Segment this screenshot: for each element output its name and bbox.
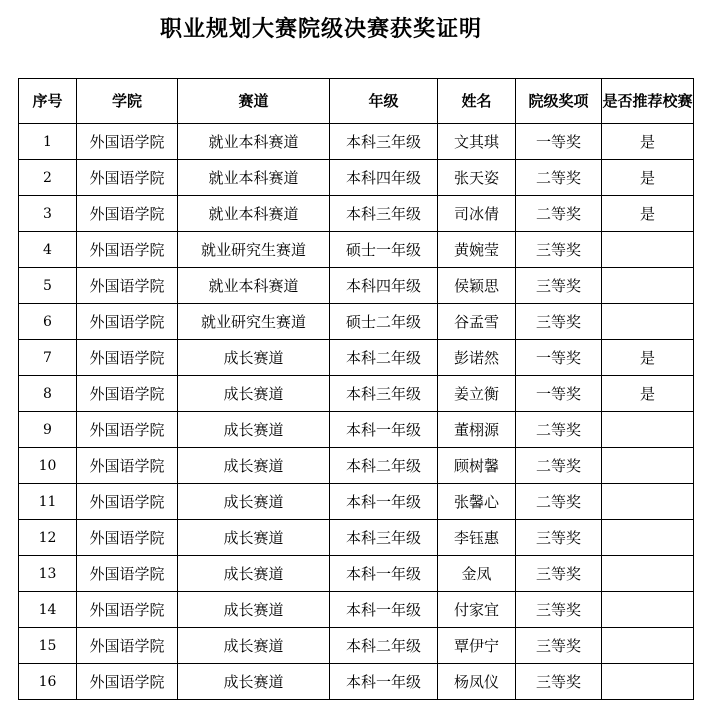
cell-college: 外国语学院	[77, 628, 178, 664]
cell-award: 三等奖	[516, 664, 602, 700]
cell-index: 5	[19, 268, 77, 304]
table-row	[19, 376, 694, 412]
cell-college: 外国语学院	[77, 340, 178, 376]
cell-index: 12	[19, 520, 77, 556]
table-row	[19, 268, 694, 304]
cell-name: 付家宜	[438, 592, 516, 628]
cell-college: 外国语学院	[77, 124, 178, 160]
column-header-recommend: 是否推荐校赛	[602, 79, 694, 124]
cell-track: 就业本科赛道	[178, 268, 330, 304]
cell-recommend	[602, 556, 694, 592]
cell-index: 16	[19, 664, 77, 700]
cell-award: 三等奖	[516, 628, 602, 664]
cell-name: 彭诺然	[438, 340, 516, 376]
cell-award: 三等奖	[516, 304, 602, 340]
cell-index: 4	[19, 232, 77, 268]
cell-recommend	[602, 484, 694, 520]
cell-track: 成长赛道	[178, 664, 330, 700]
cell-award: 二等奖	[516, 160, 602, 196]
cell-grade: 本科一年级	[330, 484, 438, 520]
cell-track: 成长赛道	[178, 340, 330, 376]
cell-track: 成长赛道	[178, 448, 330, 484]
cell-recommend: 是	[602, 340, 694, 376]
cell-index: 8	[19, 376, 77, 412]
cell-grade: 本科一年级	[330, 556, 438, 592]
cell-name: 黄婉莹	[438, 232, 516, 268]
cell-award: 二等奖	[516, 484, 602, 520]
cell-index: 10	[19, 448, 77, 484]
cell-index: 15	[19, 628, 77, 664]
cell-track: 就业本科赛道	[178, 124, 330, 160]
cell-grade: 本科一年级	[330, 592, 438, 628]
cell-name: 司冰倩	[438, 196, 516, 232]
cell-award: 三等奖	[516, 520, 602, 556]
cell-recommend	[602, 520, 694, 556]
table-row	[19, 124, 694, 160]
cell-track: 成长赛道	[178, 484, 330, 520]
table-row	[19, 412, 694, 448]
table-row	[19, 484, 694, 520]
table-row	[19, 160, 694, 196]
cell-index: 11	[19, 484, 77, 520]
cell-college: 外国语学院	[77, 160, 178, 196]
cell-recommend	[602, 232, 694, 268]
table-header-row	[19, 79, 694, 124]
cell-recommend	[602, 268, 694, 304]
table-row	[19, 664, 694, 700]
column-header-college: 学院	[77, 79, 178, 124]
cell-college: 外国语学院	[77, 520, 178, 556]
cell-college: 外国语学院	[77, 484, 178, 520]
cell-recommend	[602, 592, 694, 628]
cell-name: 侯颖思	[438, 268, 516, 304]
cell-recommend	[602, 304, 694, 340]
cell-award: 三等奖	[516, 268, 602, 304]
table-row	[19, 592, 694, 628]
table-row	[19, 628, 694, 664]
cell-award: 三等奖	[516, 592, 602, 628]
cell-award: 一等奖	[516, 376, 602, 412]
cell-college: 外国语学院	[77, 304, 178, 340]
cell-award: 三等奖	[516, 556, 602, 592]
cell-recommend	[602, 448, 694, 484]
cell-college: 外国语学院	[77, 664, 178, 700]
cell-college: 外国语学院	[77, 448, 178, 484]
cell-grade: 本科一年级	[330, 664, 438, 700]
cell-name: 谷孟雪	[438, 304, 516, 340]
cell-recommend	[602, 412, 694, 448]
cell-college: 外国语学院	[77, 232, 178, 268]
cell-name: 顾树馨	[438, 448, 516, 484]
table-row	[19, 196, 694, 232]
column-header-grade: 年级	[330, 79, 438, 124]
cell-index: 1	[19, 124, 77, 160]
cell-name: 张天姿	[438, 160, 516, 196]
cell-track: 就业研究生赛道	[178, 232, 330, 268]
cell-grade: 本科三年级	[330, 376, 438, 412]
cell-college: 外国语学院	[77, 268, 178, 304]
cell-college: 外国语学院	[77, 556, 178, 592]
cell-track: 就业研究生赛道	[178, 304, 330, 340]
cell-grade: 硕士一年级	[330, 232, 438, 268]
cell-college: 外国语学院	[77, 412, 178, 448]
cell-name: 杨凤仪	[438, 664, 516, 700]
cell-name: 覃伊宁	[438, 628, 516, 664]
cell-recommend	[602, 628, 694, 664]
cell-grade: 本科二年级	[330, 340, 438, 376]
cell-grade: 本科一年级	[330, 412, 438, 448]
table-row	[19, 340, 694, 376]
cell-track: 成长赛道	[178, 376, 330, 412]
cell-grade: 本科三年级	[330, 196, 438, 232]
cell-grade: 本科二年级	[330, 628, 438, 664]
cell-grade: 本科四年级	[330, 160, 438, 196]
cell-grade: 本科二年级	[330, 448, 438, 484]
cell-index: 9	[19, 412, 77, 448]
table-row	[19, 232, 694, 268]
cell-index: 3	[19, 196, 77, 232]
cell-award: 二等奖	[516, 448, 602, 484]
cell-award: 二等奖	[516, 196, 602, 232]
award-table	[18, 78, 694, 700]
cell-recommend: 是	[602, 124, 694, 160]
cell-track: 成长赛道	[178, 412, 330, 448]
table-row	[19, 304, 694, 340]
cell-grade: 本科三年级	[330, 124, 438, 160]
cell-index: 13	[19, 556, 77, 592]
cell-index: 2	[19, 160, 77, 196]
cell-track: 成长赛道	[178, 592, 330, 628]
table-body	[19, 124, 694, 700]
cell-award: 一等奖	[516, 124, 602, 160]
cell-recommend: 是	[602, 160, 694, 196]
cell-track: 成长赛道	[178, 520, 330, 556]
cell-grade: 硕士二年级	[330, 304, 438, 340]
cell-award: 一等奖	[516, 340, 602, 376]
cell-track: 成长赛道	[178, 556, 330, 592]
table-row	[19, 556, 694, 592]
cell-recommend	[602, 664, 694, 700]
cell-track: 就业本科赛道	[178, 196, 330, 232]
column-header-award: 院级奖项	[516, 79, 602, 124]
cell-recommend: 是	[602, 196, 694, 232]
cell-award: 三等奖	[516, 232, 602, 268]
cell-name: 董栩源	[438, 412, 516, 448]
cell-grade: 本科四年级	[330, 268, 438, 304]
page-title: 职业规划大赛院级决赛获奖证明	[159, 17, 482, 42]
cell-award: 二等奖	[516, 412, 602, 448]
cell-name: 文其琪	[438, 124, 516, 160]
column-header-track: 赛道	[178, 79, 330, 124]
table-row	[19, 520, 694, 556]
column-header-index: 序号	[19, 79, 77, 124]
cell-index: 7	[19, 340, 77, 376]
cell-recommend: 是	[602, 376, 694, 412]
cell-grade: 本科三年级	[330, 520, 438, 556]
cell-name: 张馨心	[438, 484, 516, 520]
cell-college: 外国语学院	[77, 376, 178, 412]
cell-name: 姜立衡	[438, 376, 516, 412]
cell-track: 就业本科赛道	[178, 160, 330, 196]
table-row	[19, 448, 694, 484]
cell-college: 外国语学院	[77, 196, 178, 232]
cell-college: 外国语学院	[77, 592, 178, 628]
column-header-name: 姓名	[438, 79, 516, 124]
cell-name: 李钰惠	[438, 520, 516, 556]
cell-name: 金凤	[438, 556, 516, 592]
cell-index: 14	[19, 592, 77, 628]
cell-track: 成长赛道	[178, 628, 330, 664]
cell-index: 6	[19, 304, 77, 340]
